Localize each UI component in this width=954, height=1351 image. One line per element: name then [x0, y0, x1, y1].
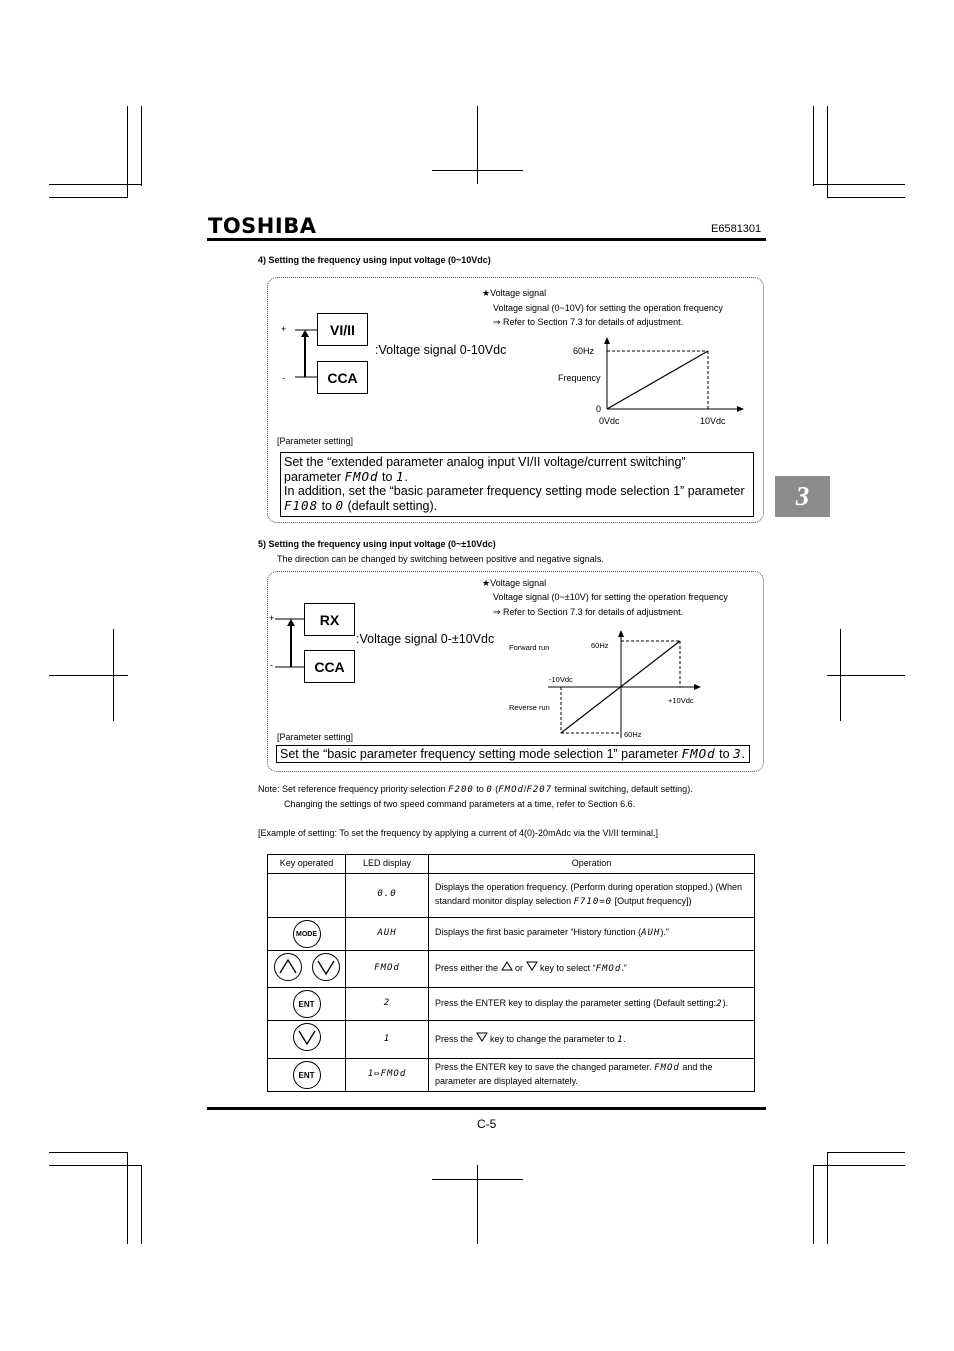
- table-row: [268, 950, 755, 988]
- param-value-3: 3: [733, 746, 742, 761]
- toshiba-logo: TOSHIBA: [208, 214, 317, 238]
- ent-key-icon[interactable]: ENT: [293, 990, 321, 1018]
- graph-forward-label: Forward run: [509, 643, 550, 652]
- section5-note-title: ★Voltage signal: [482, 578, 547, 588]
- terminal-vi-ii: VI/II: [317, 313, 368, 346]
- plus-sign: +: [281, 324, 287, 334]
- voltage-source-arrow-2: [275, 612, 307, 670]
- key-cell: [268, 1058, 346, 1091]
- ent-key-icon[interactable]: ENT: [293, 1061, 321, 1089]
- led-cell: FMOd: [346, 950, 429, 988]
- section4-param-box: [280, 452, 754, 517]
- table-row: [268, 1021, 755, 1059]
- header-led: LED display: [346, 855, 429, 874]
- graph-bottom-hz: 60Hz: [624, 730, 642, 739]
- operation-table: [267, 854, 755, 1092]
- table-row: [268, 988, 755, 1021]
- section4-note-line2: ⇒ Refer to Section 7.3 for details of adjustment.: [493, 317, 684, 327]
- section5-param-label: [Parameter setting]: [277, 732, 354, 742]
- signal-label-2: :Voltage signal 0-±10Vdc: [356, 632, 495, 646]
- table-row: [268, 917, 755, 950]
- terminal-cca: CCA: [317, 361, 368, 394]
- header-key: Key operated: [268, 855, 346, 874]
- section5-param-box: Set the “basic parameter frequency setting mode selection 1” parameter FMOd to 3.: [276, 745, 750, 763]
- graph-top-hz: 60Hz: [591, 641, 609, 650]
- led-cell: 2: [346, 988, 429, 1021]
- terminal-cca-2: CCA: [304, 650, 355, 683]
- operation-cell: Press the ENTER key to save the changed parameter. FMOd and the parameter are displayed alternately.: [429, 1058, 755, 1091]
- header-rule: [207, 238, 766, 241]
- footer-rule: [207, 1107, 766, 1110]
- param-code-2: F108: [284, 497, 319, 513]
- key-cell: [268, 917, 346, 950]
- operation-cell: Press the key to change the parameter to 1.: [429, 1021, 755, 1059]
- key-cell: [268, 1021, 346, 1059]
- param-value: 1: [395, 468, 405, 484]
- led-cell: 1: [346, 1021, 429, 1059]
- minus-sign: -: [282, 373, 285, 383]
- graph-x-min: 0Vdc: [599, 416, 620, 426]
- example-caption: [Example of setting: To set the frequency by applying a current of 4(0)-20mAdc via the VI/II terminal.]: [258, 828, 659, 838]
- mode-key-icon[interactable]: MODE: [293, 920, 321, 948]
- param-code-3: FMOd: [681, 746, 716, 761]
- table-row: [268, 1058, 755, 1091]
- frequency-graph-pm10v: [540, 628, 705, 740]
- note-line1: Note: Set reference frequency priority selection F200 to 0 (FMOd/F207 terminal switching, default setting).: [258, 784, 693, 795]
- section4-note-line1: Voltage signal (0~10V) for setting the operation frequency: [493, 303, 723, 313]
- operation-cell: Press either the or key to select “FMOd.”: [429, 950, 755, 988]
- plus-sign-2: +: [269, 613, 275, 623]
- led-cell: 0.0: [346, 873, 429, 917]
- down-triangle-icon: [526, 961, 538, 971]
- section5-subtext: The direction can be changed by switching between positive and negative signals.: [277, 554, 604, 564]
- key-cell: [268, 950, 346, 988]
- section5-note-line2: ⇒ Refer to Section 7.3 for details of adjustment.: [493, 607, 684, 617]
- document-number: E6581301: [711, 223, 762, 235]
- minus-sign-2: -: [270, 660, 273, 670]
- param-line1: Set the “extended parameter analog input VI/II voltage/current switching”: [284, 455, 686, 469]
- operation-cell: Displays the operation frequency. (Perform during operation stopped.) (When standard monitor display selection F710=0 [Output frequency]): [429, 873, 755, 917]
- graph-y-label: Frequency: [558, 373, 601, 383]
- param-code: FMOd: [344, 468, 379, 484]
- key-cell-empty: [268, 873, 346, 917]
- graph-x-pos: +10Vdc: [668, 696, 694, 705]
- note-line2: Changing the settings of two speed command parameters at a time, refer to Section 6.6.: [284, 799, 636, 809]
- graph-x-neg: -10Vdc: [549, 675, 573, 684]
- graph-y-max: 60Hz: [573, 346, 595, 356]
- led-cell: AUH: [346, 917, 429, 950]
- terminal-rx: RX: [304, 603, 355, 636]
- key-cell: [268, 988, 346, 1021]
- frequency-graph-0-10v: [590, 335, 750, 415]
- section5-heading: 5) Setting the frequency using input voltage (0~±10Vdc): [258, 539, 496, 549]
- up-triangle-icon: [501, 961, 513, 971]
- param-line4: F108 to 0 (default setting).: [284, 497, 438, 513]
- table-header: [268, 855, 755, 874]
- section4-param-label: [Parameter setting]: [277, 436, 354, 446]
- signal-label: :Voltage signal 0-10Vdc: [375, 343, 507, 357]
- operation-cell: Displays the first basic parameter “History function (AUH).”: [429, 917, 755, 950]
- graph-x-max: 10Vdc: [700, 416, 726, 426]
- section4-note-title: ★Voltage signal: [482, 288, 547, 298]
- graph-reverse-label: Reverse run: [509, 703, 550, 712]
- down-key-icon[interactable]: [292, 1022, 322, 1052]
- operation-cell: Press the ENTER key to display the parameter setting (Default setting:2).: [429, 988, 755, 1021]
- header-operation: Operation: [429, 855, 755, 874]
- param-line2: parameter FMOd to 1.: [284, 468, 408, 484]
- section4-heading: 4) Setting the frequency using input voltage (0~10Vdc): [258, 255, 491, 265]
- up-down-keys-icon[interactable]: [273, 952, 341, 982]
- table-row: [268, 873, 755, 917]
- chapter-tab: 3: [775, 476, 830, 517]
- page-number: C-5: [477, 1117, 497, 1131]
- section5-note-line1: Voltage signal (0~±10V) for setting the operation frequency: [493, 592, 728, 602]
- param-line3: In addition, set the “basic parameter frequency setting mode selection 1” parameter: [284, 484, 745, 498]
- down-triangle-icon: [476, 1032, 488, 1042]
- param-value-2: 0: [335, 497, 345, 513]
- led-cell: 1⇔FMOd: [346, 1058, 429, 1091]
- graph-y-zero: 0: [596, 404, 602, 414]
